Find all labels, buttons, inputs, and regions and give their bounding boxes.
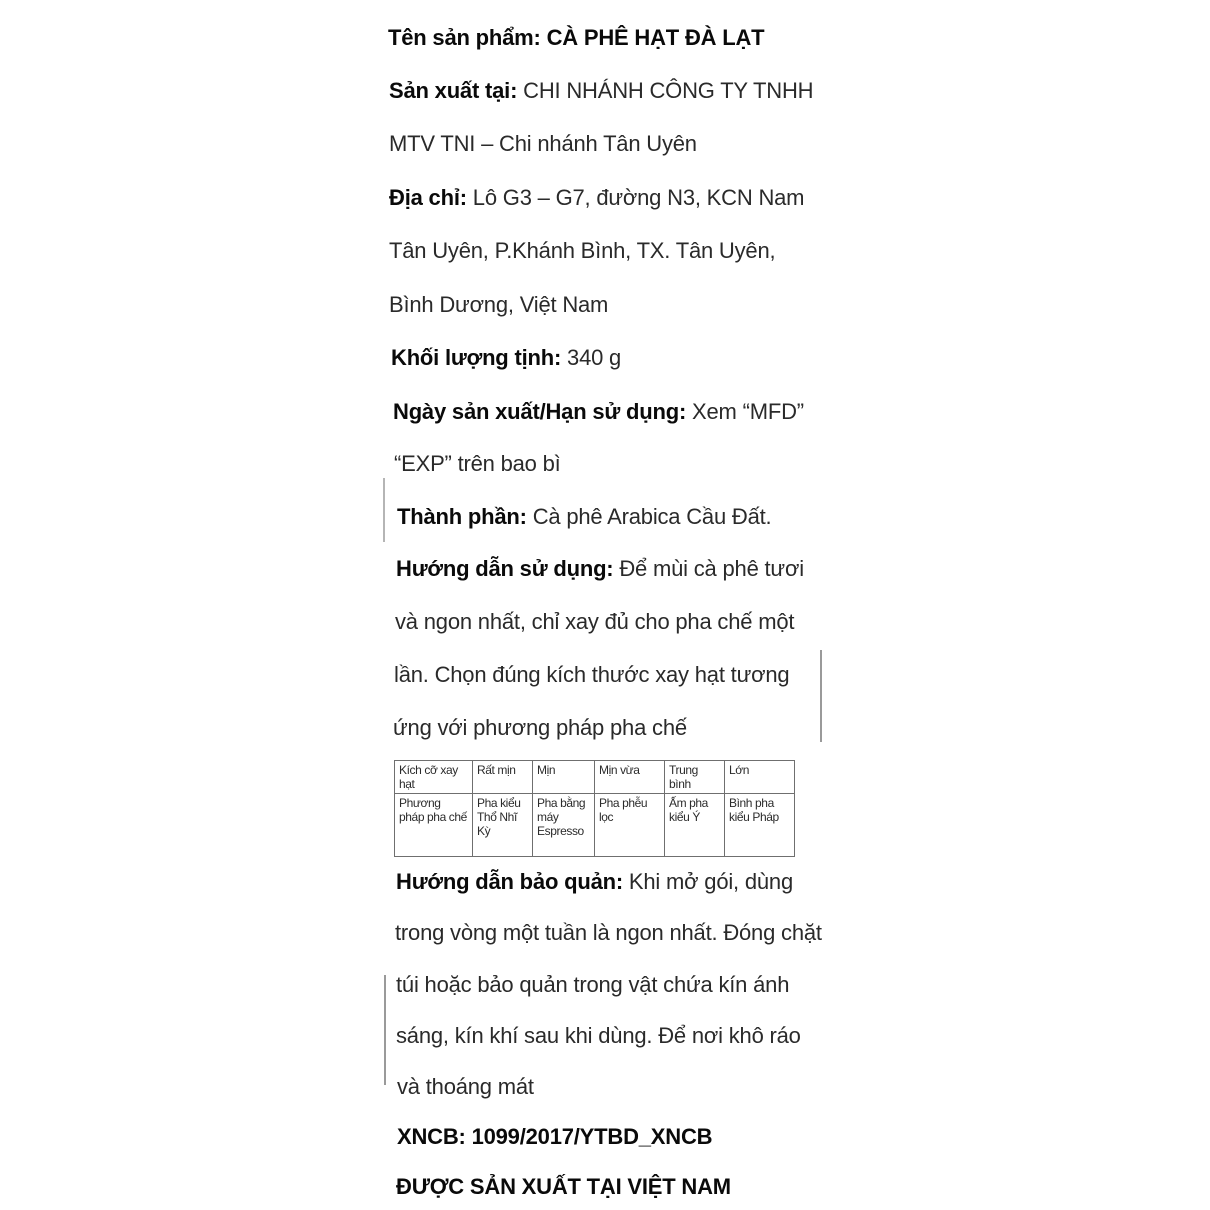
origin-text: ĐƯỢC SẢN XUẤT TẠI VIỆT NAM bbox=[396, 1174, 731, 1199]
product-name-label: Tên sản phẩm: bbox=[388, 25, 541, 50]
made-at-value: CHI NHÁNH CÔNG TY TNHH bbox=[523, 78, 814, 103]
usage-line-2: và ngon nhất, chỉ xay đủ cho pha chế một bbox=[395, 609, 795, 634]
scan-edge-mark bbox=[820, 650, 822, 742]
address-value: Lô G3 – G7, đường N3, KCN Nam bbox=[472, 185, 805, 210]
table-cell: Pha phễu lọc bbox=[595, 794, 665, 857]
ingredients-line bbox=[397, 504, 771, 530]
table-row bbox=[395, 794, 795, 857]
usage-label: Hướng dẫn sử dụng: bbox=[396, 556, 614, 581]
storage-line bbox=[396, 869, 793, 895]
ingredients-label: Thành phần: bbox=[397, 504, 527, 529]
scan-edge-mark bbox=[383, 478, 385, 542]
address-label: Địa chỉ: bbox=[389, 185, 467, 210]
made-at-line bbox=[389, 78, 813, 104]
ingredients-value: Cà phê Arabica Cầu Đất. bbox=[532, 504, 772, 529]
net-weight-label: Khối lượng tịnh: bbox=[391, 345, 562, 370]
product-name-value: CÀ PHÊ HẠT ĐÀ LẠT bbox=[546, 25, 765, 50]
scan-edge-mark bbox=[384, 975, 386, 1085]
origin-line bbox=[396, 1174, 731, 1200]
table-header-cell: Mịn bbox=[533, 761, 595, 794]
table-cell: Pha bằng máy Espresso bbox=[533, 794, 595, 857]
usage-line-3: lần. Chọn đúng kích thước xay hạt tương bbox=[394, 662, 790, 687]
usage-value: Để mùi cà phê tươi bbox=[619, 556, 804, 581]
storage-value: Khi mở gói, dùng bbox=[628, 869, 794, 894]
table-cell: Pha kiểu Thổ Nhĩ Kỳ bbox=[473, 794, 533, 857]
storage-label: Hướng dẫn bảo quản: bbox=[396, 869, 623, 894]
table-header-cell: Lớn bbox=[725, 761, 795, 794]
storage-line-2: trong vòng một tuần là ngon nhất. Đóng chặt bbox=[395, 920, 822, 945]
table-header-cell: Kích cỡ xay hạt bbox=[395, 761, 473, 794]
table-cell: Bình pha kiểu Pháp bbox=[725, 794, 795, 857]
xncb-line bbox=[397, 1124, 712, 1150]
table-header-cell: Rất mịn bbox=[473, 761, 533, 794]
net-weight-value: 340 g bbox=[567, 345, 622, 370]
dates-value: Xem “MFD” bbox=[692, 399, 804, 424]
dates-cont: “EXP” trên bao bì bbox=[394, 451, 561, 476]
storage-line-4: sáng, kín khí sau khi dùng. Để nơi khô ráo bbox=[396, 1023, 801, 1048]
usage-line bbox=[396, 556, 804, 582]
address-cont-1: Tân Uyên, P.Khánh Bình, TX. Tân Uyên, bbox=[389, 238, 776, 263]
table-header-cell: Mịn vừa bbox=[595, 761, 665, 794]
address-cont-2: Bình Dương, Việt Nam bbox=[389, 292, 609, 317]
made-at-cont: MTV TNI – Chi nhánh Tân Uyên bbox=[389, 131, 697, 156]
storage-line-5: và thoáng mát bbox=[397, 1074, 534, 1099]
dates-line bbox=[393, 399, 804, 425]
table-cell: Phương pháp pha chế bbox=[395, 794, 473, 857]
storage-line-3: túi hoặc bảo quản trong vật chứa kín ánh bbox=[396, 972, 790, 997]
net-weight-line bbox=[391, 345, 621, 371]
made-at-label: Sản xuất tại: bbox=[389, 78, 518, 103]
xncb-text: XNCB: 1099/2017/YTBD_XNCB bbox=[397, 1124, 713, 1149]
table-header-row bbox=[395, 761, 795, 794]
grind-size-table bbox=[394, 760, 795, 857]
address-line bbox=[389, 185, 804, 211]
dates-label: Ngày sản xuất/Hạn sử dụng: bbox=[393, 399, 687, 424]
table-header-cell: Trung bình bbox=[665, 761, 725, 794]
product-name-line bbox=[388, 25, 764, 51]
table-cell: Ấm pha kiểu Ý bbox=[665, 794, 725, 857]
usage-line-4: ứng với phương pháp pha chế bbox=[393, 715, 687, 740]
